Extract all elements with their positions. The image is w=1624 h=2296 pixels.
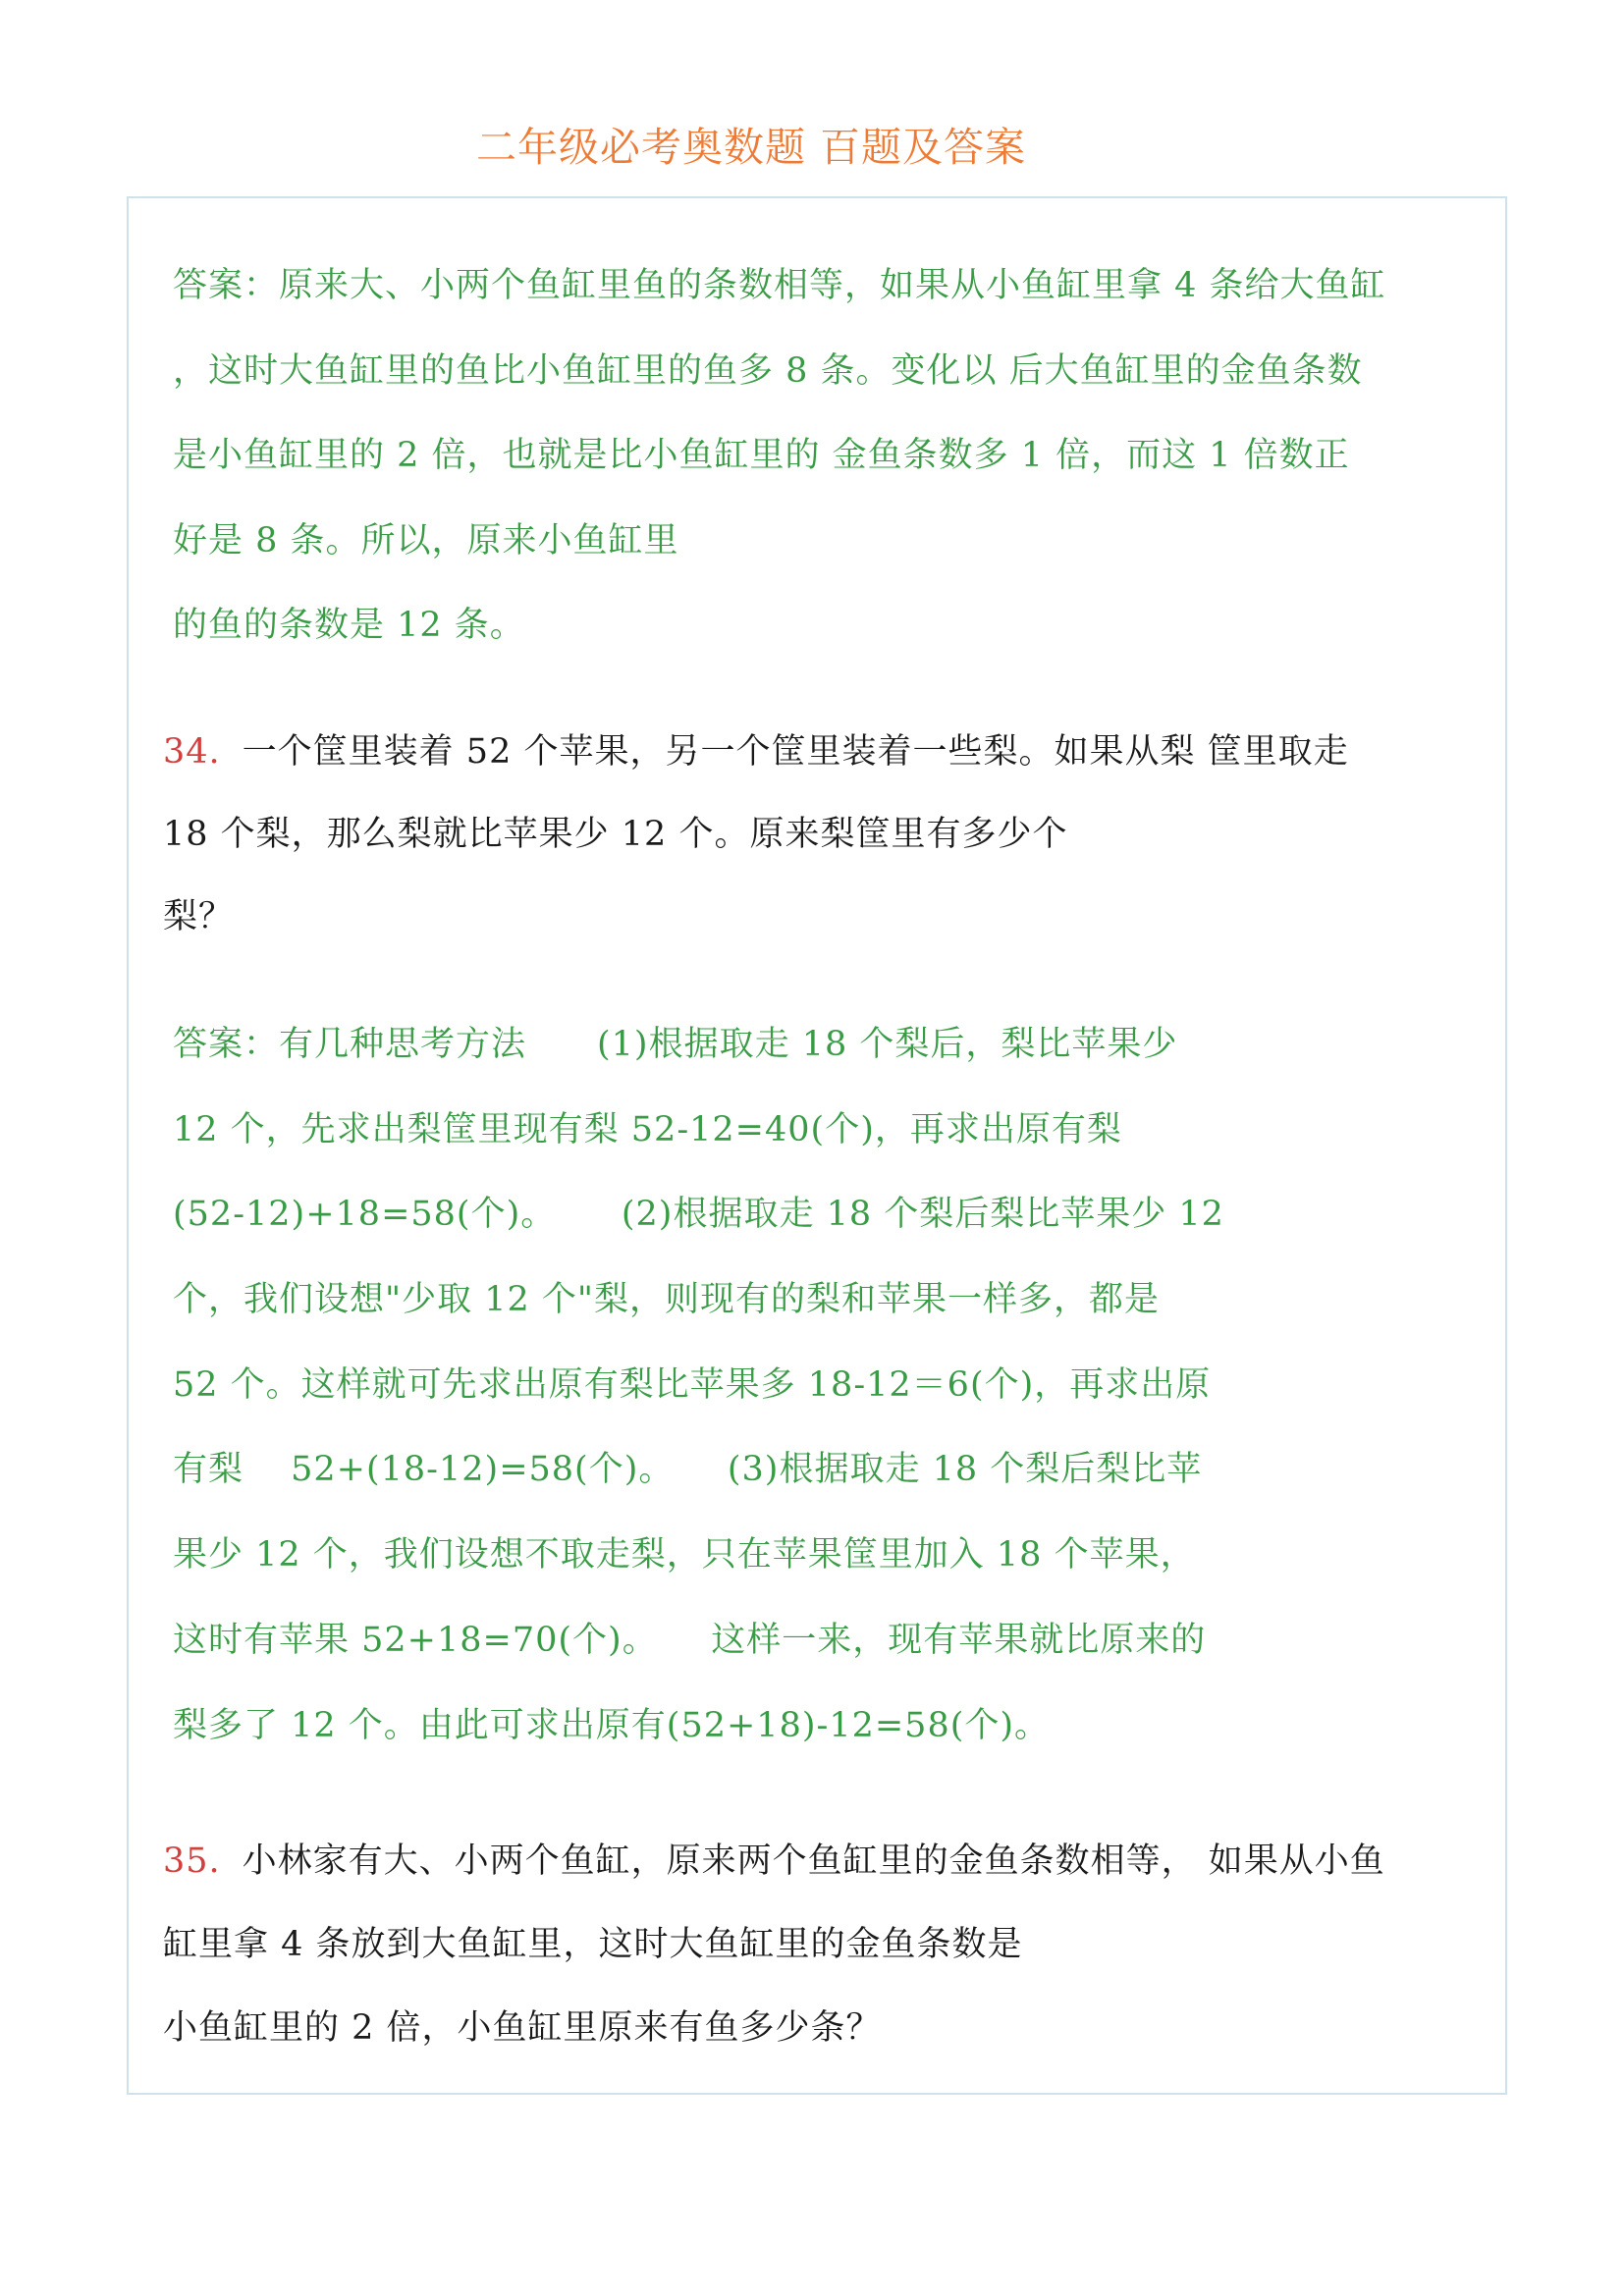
question-line: 小鱼缸里的 2 倍，小鱼缸里原来有鱼多少条？ xyxy=(163,2008,882,2048)
answer-33 xyxy=(173,260,1386,685)
page-title: 二年级必考奥数题 百题及答案 xyxy=(475,124,1027,171)
answer-line: 是小鱼缸里的 2 倍，也就是比小鱼缸里的 金鱼条数多 1 倍，而这 1 倍数正 xyxy=(173,436,1350,475)
answer-line: 有梨 52+(18-12)=58(个)。 (3)根据取走 18 个梨后梨比苹 xyxy=(173,1450,1203,1490)
question-line: 缸里拿 4 条放到大鱼缸里，这时大鱼缸里的金鱼条数是 xyxy=(163,1925,1023,1964)
answer-line: 梨多了 12 个。由此可求出原有(52+18)-12=58(个)。 xyxy=(173,1705,1051,1745)
question-number: 35. xyxy=(163,1842,221,1881)
answer-line: ，这时大鱼缸里的鱼比小鱼缸里的鱼多 8 条。变化以 后大鱼缸里的金鱼条数 xyxy=(173,350,1363,391)
answer-line: 好是 8 条。所以，原来小鱼缸里 xyxy=(173,520,679,561)
answer-line: 12 个，先求出梨筐里现有梨 52-12=40(个)，再求出原有梨 xyxy=(173,1109,1122,1149)
answer-34 xyxy=(173,1019,1224,1785)
question-line: 梨？ xyxy=(163,897,235,936)
question-line xyxy=(163,726,1349,809)
answer-line: 这时有苹果 52+18=70(个)。 这样一来，现有苹果就比原来的 xyxy=(173,1620,1207,1660)
answer-line: 答案：原来大、小两个鱼缸里鱼的条数相等，如果从小鱼缸里拿 4 条给大鱼缸 xyxy=(173,266,1386,305)
answer-line: 个，我们设想"少取 12 个"梨，则现有的梨和苹果一样多，都是 xyxy=(173,1280,1160,1320)
question-34 xyxy=(163,726,1349,974)
question-text: 小林家有大、小两个鱼缸，原来两个鱼缸里的金鱼条数相等， 如果从小鱼 xyxy=(242,1842,1385,1881)
question-line: 18 个梨，那么梨就比苹果少 12 个。原来梨筐里有多少个 xyxy=(163,815,1068,854)
answer-line: 果少 12 个，我们设想不取走梨，只在苹果筐里加入 18 个苹果， xyxy=(173,1535,1196,1575)
question-line xyxy=(163,1836,1385,1919)
answer-line: 的鱼的条数是 12 条。 xyxy=(173,606,525,645)
answer-line: 52 个。这样就可先求出原有梨比苹果多 18-12＝6(个)，再求出原 xyxy=(173,1364,1212,1405)
answer-line: (52-12)+18=58(个)。 (2)根据取走 18 个梨后梨比苹果少 12 xyxy=(173,1195,1224,1235)
question-text: 一个筐里装着 52 个苹果，另一个筐里装着一些梨。如果从梨 筐里取走 xyxy=(242,732,1349,772)
question-number: 34. xyxy=(163,732,221,772)
answer-line: 答案：有几种思考方法 (1)根据取走 18 个梨后，梨比苹果少 xyxy=(173,1025,1178,1064)
question-35 xyxy=(163,1836,1385,2086)
